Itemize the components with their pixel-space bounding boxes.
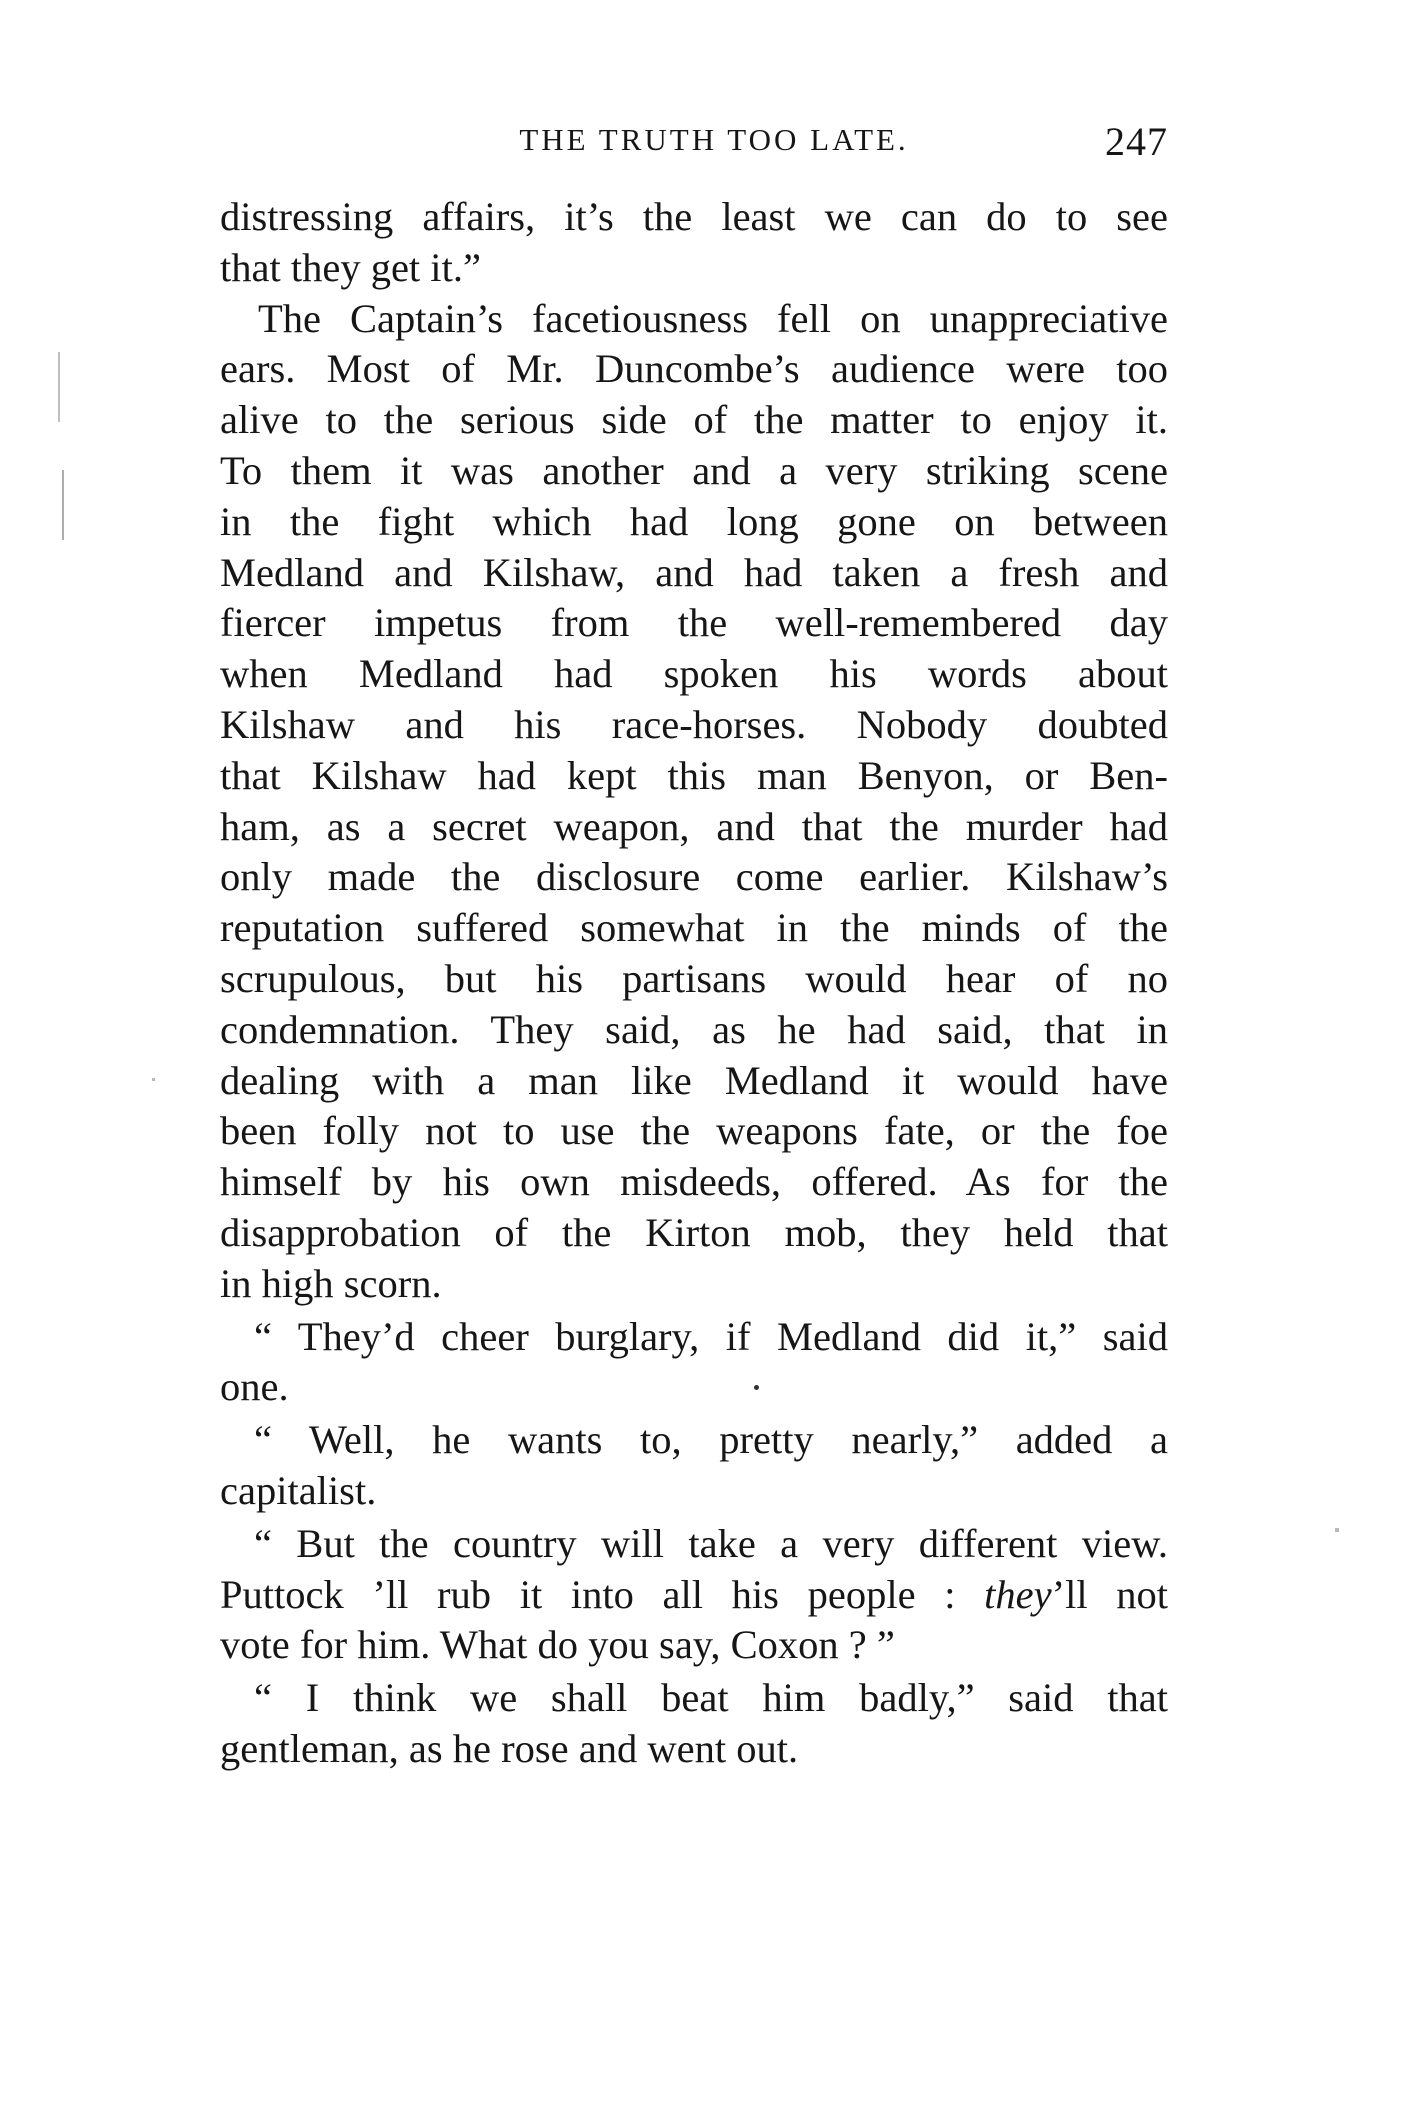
text-line: “ They’d cheer burglary, if Medland did it,” said bbox=[254, 1313, 1168, 1359]
text-line: one. bbox=[220, 1364, 289, 1410]
text-line: The Captain’s facetiousness fell on unappreciative bbox=[258, 295, 1168, 341]
text-line: been folly not to use the weapons fate, or the foe bbox=[220, 1108, 1168, 1154]
text-line: “ Well, he wants to, pretty nearly,” added a bbox=[254, 1417, 1168, 1463]
italic-text: they bbox=[984, 1571, 1052, 1617]
text-line: “ But the country will take a very different view. bbox=[254, 1520, 1168, 1566]
running-head bbox=[220, 118, 1168, 178]
text-line: capitalist. bbox=[220, 1467, 377, 1513]
text-line: Medland and Kilshaw, and had taken a fresh and bbox=[220, 549, 1168, 595]
text-line: himself by his own misdeeds, offered. As for the bbox=[220, 1159, 1168, 1205]
text-line: ears. Most of Mr. Duncombe’s audience were too bbox=[220, 346, 1168, 392]
text-line: dealing with a man like Medland it would have bbox=[220, 1057, 1168, 1103]
text-line: fiercer impetus from the well-remembered day bbox=[220, 600, 1168, 646]
text-line: in the fight which had long gone on between bbox=[220, 498, 1168, 544]
end-dot bbox=[754, 1385, 759, 1390]
text-line: when Medland had spoken his words about bbox=[220, 651, 1168, 697]
text-line: scrupulous, but his partisans would hear of no bbox=[220, 955, 1168, 1001]
text-line: To them it was another and a very striking scene bbox=[220, 447, 1168, 493]
text-line: vote for him. What do you say, Coxon ? ” bbox=[220, 1622, 895, 1668]
text-fragment: ’ll not bbox=[1051, 1571, 1168, 1617]
text-line: reputation suffered somewhat in the minds of the bbox=[220, 905, 1168, 951]
text-line: “ I think we shall beat him badly,” said that bbox=[254, 1675, 1168, 1721]
margin-mark bbox=[1335, 1528, 1339, 1532]
text-line: condemnation. They said, as he had said, that in bbox=[220, 1006, 1168, 1052]
text-line bbox=[220, 1570, 1168, 1621]
page-number: 247 bbox=[1105, 119, 1168, 164]
text-line: ham, as a secret weapon, and that the murder had bbox=[220, 803, 1168, 849]
text-line: that Kilshaw had kept this man Benyon, or Ben- bbox=[220, 752, 1168, 798]
margin-mark bbox=[62, 470, 64, 540]
text-line: that they get it.” bbox=[220, 244, 481, 290]
text-line: Kilshaw and his race-horses. Nobody doubted bbox=[220, 701, 1168, 747]
margin-mark bbox=[58, 352, 60, 422]
text-line: gentleman, as he rose and went out. bbox=[220, 1725, 799, 1771]
running-title: THE TRUTH TOO LATE. bbox=[519, 122, 909, 157]
text-line: disapprobation of the Kirton mob, they held that bbox=[220, 1209, 1168, 1255]
margin-mark bbox=[152, 1078, 155, 1081]
text-line: in high scorn. bbox=[220, 1260, 442, 1306]
text-line: only made the disclosure come earlier. Kilshaw’s bbox=[220, 854, 1168, 900]
text-line: alive to the serious side of the matter to enjoy it. bbox=[220, 397, 1168, 443]
text-fragment: Puttock ’ll rub it into all his people : bbox=[220, 1571, 956, 1617]
body-text bbox=[220, 192, 1168, 1775]
text-line: distressing affairs, it’s the least we can do to see bbox=[220, 194, 1168, 239]
